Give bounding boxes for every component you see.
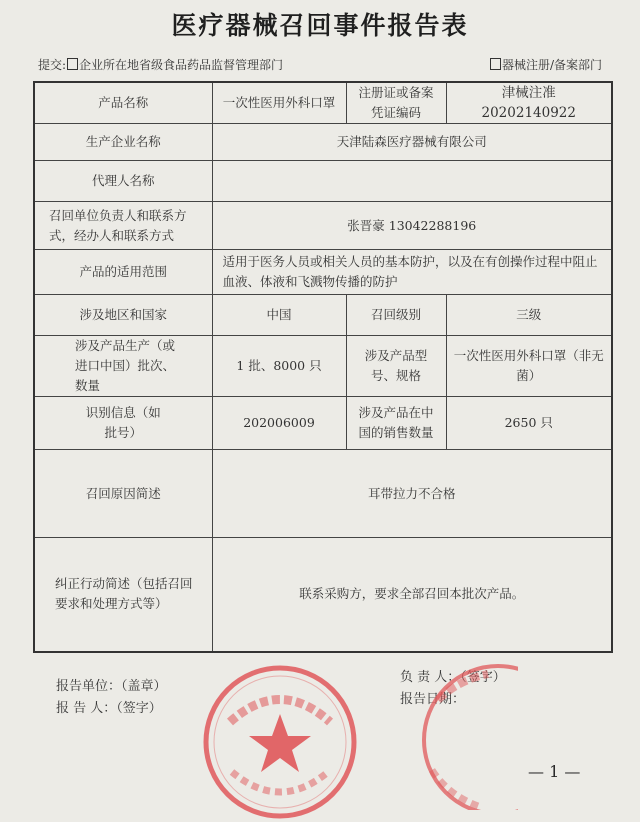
scope-label: 产品的适用范围 bbox=[34, 250, 212, 295]
agent-label: 代理人名称 bbox=[34, 161, 212, 202]
level-label: 召回级别 bbox=[346, 295, 446, 336]
batch-label: 涉及产品生产（或进口中国）批次、数量 bbox=[34, 336, 212, 397]
submit-option-registration-line bbox=[489, 56, 602, 73]
footer-responsible: 负 责 人：（签字） bbox=[400, 670, 506, 685]
action-label: 纠正行动简述（包括召回要求和处理方式等） bbox=[34, 538, 212, 652]
row-identification bbox=[34, 397, 612, 450]
product-name-value: 一次性医用外科口罩 bbox=[212, 82, 346, 124]
action-value: 联系采购方，要求全部召回本批次产品。 bbox=[212, 538, 612, 652]
contact-label: 召回单位负责人和联系方式，经办人和联系方式 bbox=[34, 202, 212, 250]
submit-prefix: 提交: bbox=[38, 58, 67, 72]
row-manufacturer bbox=[34, 124, 612, 161]
checkbox-icon bbox=[490, 58, 501, 70]
region-value: 中国 bbox=[212, 295, 346, 336]
partial-seal-stamp bbox=[398, 660, 518, 810]
footer-reporter: 报 告 人：（签字） bbox=[56, 701, 162, 716]
agent-value bbox=[212, 161, 612, 202]
row-agent bbox=[34, 161, 612, 202]
contact-value: 张晋豪 13042288196 bbox=[212, 202, 612, 250]
model-label: 涉及产品型号、规格 bbox=[346, 336, 446, 397]
id-value: 202006009 bbox=[212, 397, 346, 450]
region-label: 涉及地区和国家 bbox=[34, 295, 212, 336]
reason-label: 召回原因简述 bbox=[34, 450, 212, 538]
submit-option-registration: 器械注册/备案部门 bbox=[501, 58, 602, 72]
model-value: 一次性医用外科口罩（非无菌） bbox=[446, 336, 612, 397]
scope-value: 适用于医务人员或相关人员的基本防护，以及在有创操作过程中阻止血液、体液和飞溅物传播的防护 bbox=[212, 250, 612, 295]
level-value: 三级 bbox=[446, 295, 612, 336]
company-seal-stamp bbox=[200, 662, 360, 822]
submit-line bbox=[38, 56, 283, 73]
row-region bbox=[34, 295, 612, 336]
row-reason bbox=[34, 450, 612, 538]
registration-label: 注册证或备案凭证编码 bbox=[346, 82, 446, 124]
row-batch bbox=[34, 336, 612, 397]
id-label: 识别信息（如批号） bbox=[34, 397, 212, 450]
product-name-label: 产品名称 bbox=[34, 82, 212, 124]
reason-value: 耳带拉力不合格 bbox=[212, 450, 612, 538]
report-table bbox=[33, 81, 613, 653]
manufacturer-value: 天津陆森医疗器械有限公司 bbox=[212, 124, 612, 161]
row-action bbox=[34, 538, 612, 652]
footer-report-date: 报告日期： bbox=[400, 692, 466, 707]
sales-label: 涉及产品在中国的销售数量 bbox=[346, 397, 446, 450]
document-title: 医疗器械召回事件报告表 bbox=[171, 11, 469, 40]
batch-value: 1 批、8000 只 bbox=[212, 336, 346, 397]
row-product-name bbox=[34, 82, 612, 124]
row-scope bbox=[34, 250, 612, 295]
page-number: — 1 — bbox=[528, 762, 581, 781]
registration-value: 津械注准 20202140922 bbox=[446, 82, 612, 124]
manufacturer-label: 生产企业名称 bbox=[34, 124, 212, 161]
row-contact bbox=[34, 202, 612, 250]
submit-option-provincial: 企业所在地省级食品药品监督管理部门 bbox=[79, 58, 284, 72]
footer-report-unit: 报告单位：（盖章） bbox=[56, 679, 167, 694]
sales-value: 2650 只 bbox=[446, 397, 612, 450]
checkbox-icon bbox=[67, 58, 78, 70]
